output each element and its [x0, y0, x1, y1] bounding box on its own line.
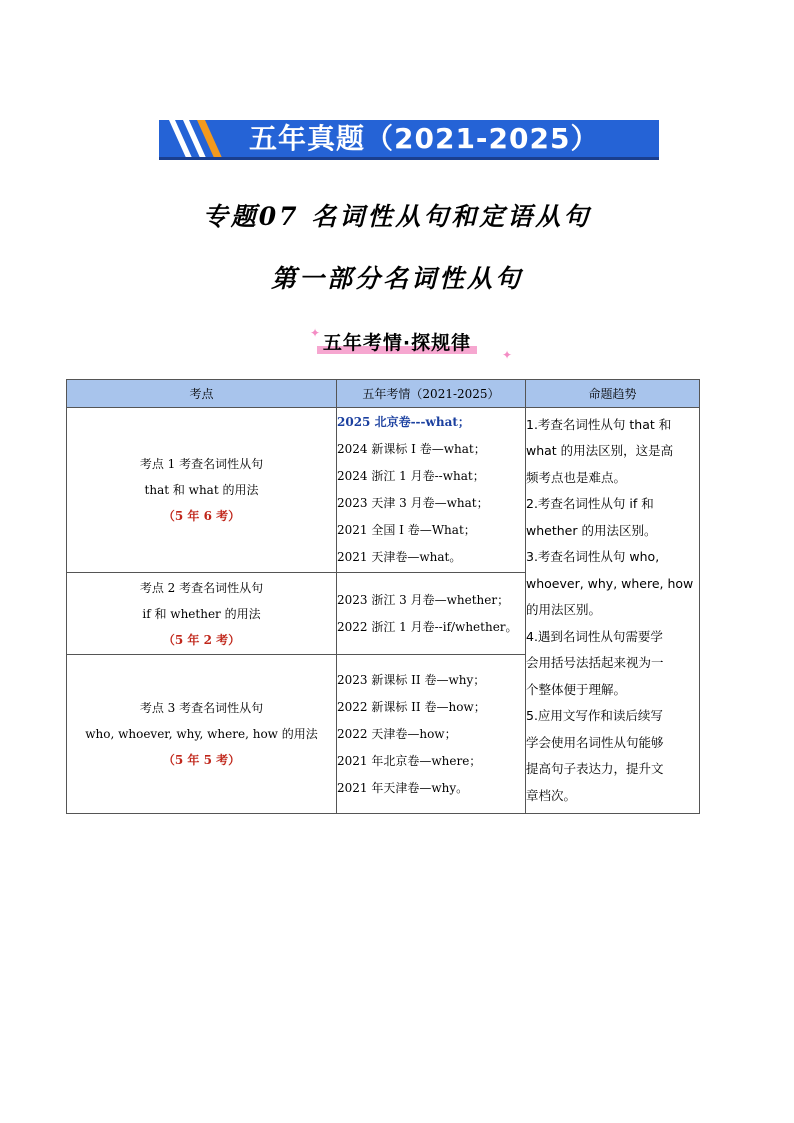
- title-banner: [159, 120, 659, 160]
- years-cell: [337, 655, 526, 814]
- table-header-row: [67, 380, 700, 408]
- sparkle-icon: ✦: [502, 348, 513, 362]
- section-heading-text: 五年考情·探规律: [313, 326, 481, 355]
- kaodian-subtitle: that 和 what 的用法: [144, 483, 259, 497]
- year-item: 2024 浙江 1 月卷--what；: [337, 469, 485, 483]
- column-header-years: 五年考情（2021-2025）: [337, 380, 526, 408]
- sparkle-icon: ✦: [310, 326, 321, 340]
- trend-line: 4.遇到名词性从句需要学: [526, 628, 663, 644]
- trend-line: whoever, why, where, how: [526, 575, 694, 591]
- table-row: [67, 408, 700, 573]
- year-item: 2021 年北京卷—where；: [337, 753, 482, 768]
- section-heading: [0, 326, 794, 360]
- exam-summary-table: [66, 379, 700, 814]
- exam-count: （5 年 5 考）: [162, 753, 241, 767]
- year-item: 2023 天津 3 月卷—what；: [337, 496, 489, 510]
- exam-count: （5 年 6 考）: [162, 509, 241, 523]
- column-header-trend: 命题趋势: [526, 380, 700, 408]
- trend-cell: [526, 408, 700, 814]
- year-item: 2024 新课标 I 卷—what；: [337, 442, 486, 456]
- kaodian-title: 考点 2 考查名词性从句: [139, 580, 264, 595]
- kaodian-cell: [67, 408, 337, 573]
- trend-line: 学会使用名词性从句能够: [526, 734, 664, 750]
- stripes-decoration-icon: [159, 120, 229, 160]
- kaodian-subtitle: if 和 whether 的用法: [142, 606, 261, 621]
- year-item: 2022 浙江 1 月卷--if/whether。: [337, 619, 518, 634]
- trend-line: 会用括号法括起来视为一: [526, 655, 664, 671]
- year-item: 2022 天津卷—how；: [337, 726, 457, 741]
- trend-line: 的用法区别。: [526, 602, 602, 618]
- part-title: 第一部分名词性从句: [270, 264, 523, 293]
- trend-line: 5.应用文写作和读后续写: [526, 708, 663, 724]
- column-header-kaodian: 考点: [67, 380, 337, 408]
- year-item: 2021 年天津卷—why。: [337, 780, 469, 795]
- trend-line: 个整体便于理解。: [526, 681, 627, 697]
- trend-line: 章档次。: [526, 787, 577, 803]
- year-item-highlight: 2025 北京卷---what；: [337, 415, 470, 429]
- years-cell: [337, 408, 526, 573]
- banner-title: 五年真题（2021-2025）: [249, 122, 600, 155]
- kaodian-cell: [67, 573, 337, 655]
- trend-line: 2.考查名词性从句 if 和: [526, 496, 654, 512]
- trend-line: 1.考查名词性从句 that 和: [526, 416, 672, 432]
- kaodian-subtitle: who, whoever, why, where, how 的用法: [85, 727, 318, 741]
- year-item: 2021 全国 I 卷—What；: [337, 523, 476, 537]
- trend-line: what 的用法区别，这是高: [526, 443, 674, 459]
- kaodian-title: 考点 1 考查名词性从句: [139, 457, 264, 471]
- kaodian-cell: [67, 655, 337, 814]
- trend-line: 3.考查名词性从句 who,: [526, 549, 660, 565]
- topic-title: 专题07 名词性从句和定语从句: [202, 202, 592, 231]
- trend-line: whether 的用法区别。: [526, 522, 657, 538]
- trend-line: 频考点也是难点。: [526, 469, 627, 485]
- year-item: 2023 浙江 3 月卷—whether；: [337, 592, 510, 607]
- trend-line: 提高句子表达力，提升文: [526, 761, 664, 777]
- year-item: 2021 天津卷—what。: [337, 550, 462, 564]
- kaodian-title: 考点 3 考查名词性从句: [139, 701, 264, 715]
- year-item: 2022 新课标 II 卷—how；: [337, 699, 486, 714]
- exam-count: （5 年 2 考）: [162, 632, 241, 647]
- year-item: 2023 新课标 II 卷—why；: [337, 672, 486, 687]
- years-cell: [337, 573, 526, 655]
